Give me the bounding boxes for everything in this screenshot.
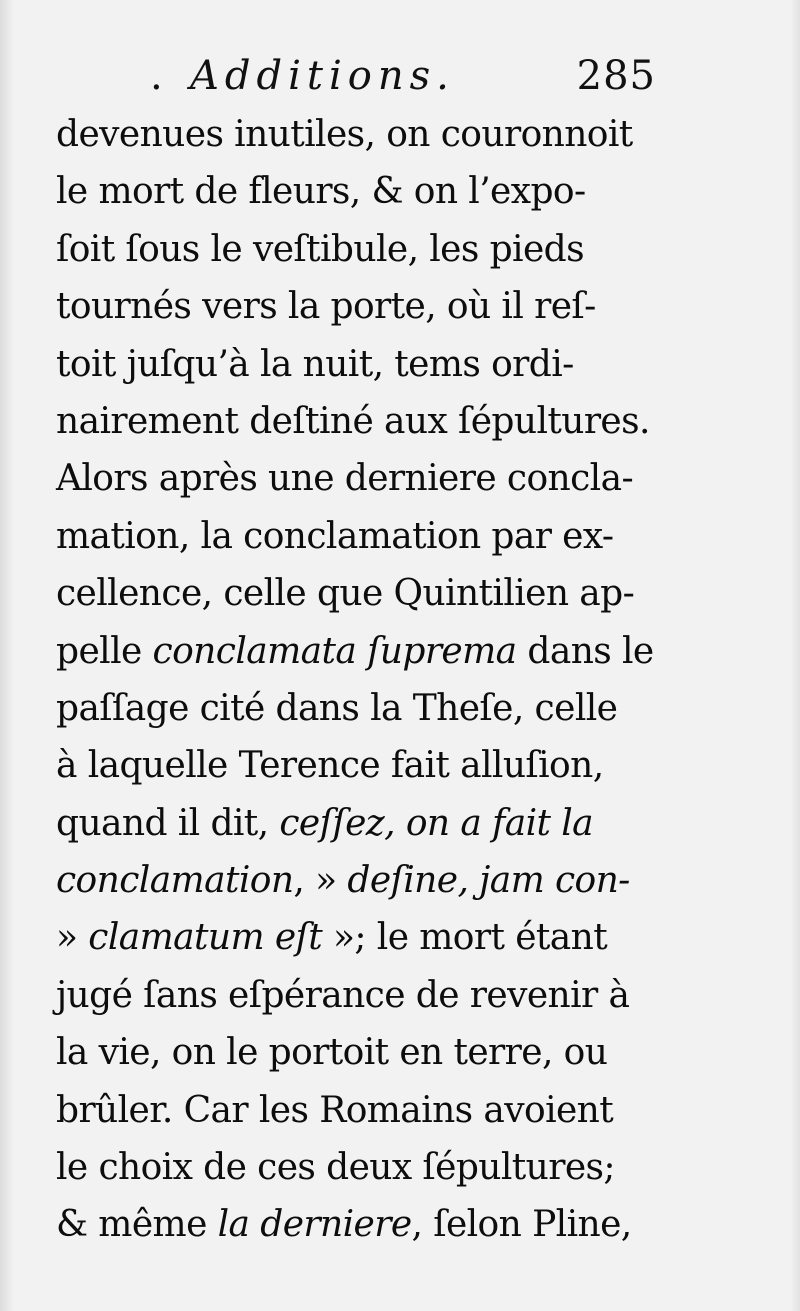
text-line [56, 1196, 676, 1253]
text-segment: nairement deſtiné aux ſépultures. [56, 400, 650, 442]
text-segment: toit juſqu’à la nuit, tems ordi- [56, 343, 574, 385]
page-header [150, 48, 670, 104]
text-segment: jugé ſans eſpérance de revenir à [56, 974, 630, 1016]
text-segment: à laquelle Terence fait alluſion, [56, 745, 604, 787]
text-segment: Alors après une derniere concla- [56, 458, 634, 500]
text-line [56, 508, 676, 565]
page-left-shadow [0, 0, 14, 1311]
text-line [56, 565, 676, 622]
text-line [56, 163, 676, 220]
body-text [56, 106, 676, 1254]
text-segment: devenues inutiles, on couronnoit [56, 114, 633, 155]
text-line [56, 680, 676, 737]
text-line [56, 1082, 676, 1139]
text-segment: , » [293, 860, 348, 902]
text-segment: »; le mort étant [322, 917, 608, 959]
page-right-shadow [790, 0, 800, 1311]
text-segment: tournés vers la porte, où il reſ- [56, 286, 596, 328]
italic-segment: la derniere [217, 1204, 412, 1246]
text-line [56, 909, 676, 966]
text-line [56, 1024, 676, 1081]
text-segment: dans le [516, 630, 654, 672]
text-segment: la vie, on le portoit en terre, ou [56, 1032, 608, 1074]
text-segment: brûler. Car les Romains avoient [56, 1089, 614, 1131]
text-segment: cellence, celle que Quintilien ap- [56, 573, 635, 615]
page-number: 285 [576, 53, 656, 99]
text-line [56, 393, 676, 450]
text-segment: pelle [56, 630, 153, 672]
running-title: Additions. [190, 53, 455, 99]
italic-segment: clamatum eſt [88, 917, 323, 959]
text-line [56, 221, 676, 278]
italic-segment: conclamation [56, 860, 294, 902]
text-segment: ſoit ſous le veſtibule, les pieds [56, 228, 584, 270]
text-segment: mation, la conclamation par ex- [56, 515, 614, 557]
text-line [56, 852, 676, 909]
text-segment: le mort de fleurs, & on l’expo- [56, 171, 586, 213]
text-line [56, 1139, 676, 1196]
italic-segment: conclamata ſuprema [152, 630, 517, 672]
text-line [56, 450, 676, 507]
text-line [56, 106, 676, 163]
header-leading-mark: . [150, 53, 163, 99]
italic-segment: ceſſez, on a fait la [279, 802, 594, 844]
text-segment: , ſelon Pline, [411, 1204, 632, 1246]
text-segment: le choix de ces deux ſépultures; [56, 1147, 615, 1189]
text-line [56, 795, 676, 852]
text-segment: » [56, 917, 89, 959]
text-segment: paſſage cité dans la Theſe, celle [56, 687, 618, 729]
text-segment: quand il dit, [56, 802, 280, 844]
italic-segment: deſine, jam con- [347, 860, 630, 902]
text-line [56, 278, 676, 335]
text-line [56, 336, 676, 393]
text-line [56, 737, 676, 794]
text-segment: & même [56, 1204, 218, 1246]
text-line [56, 967, 676, 1024]
text-line [56, 623, 676, 680]
